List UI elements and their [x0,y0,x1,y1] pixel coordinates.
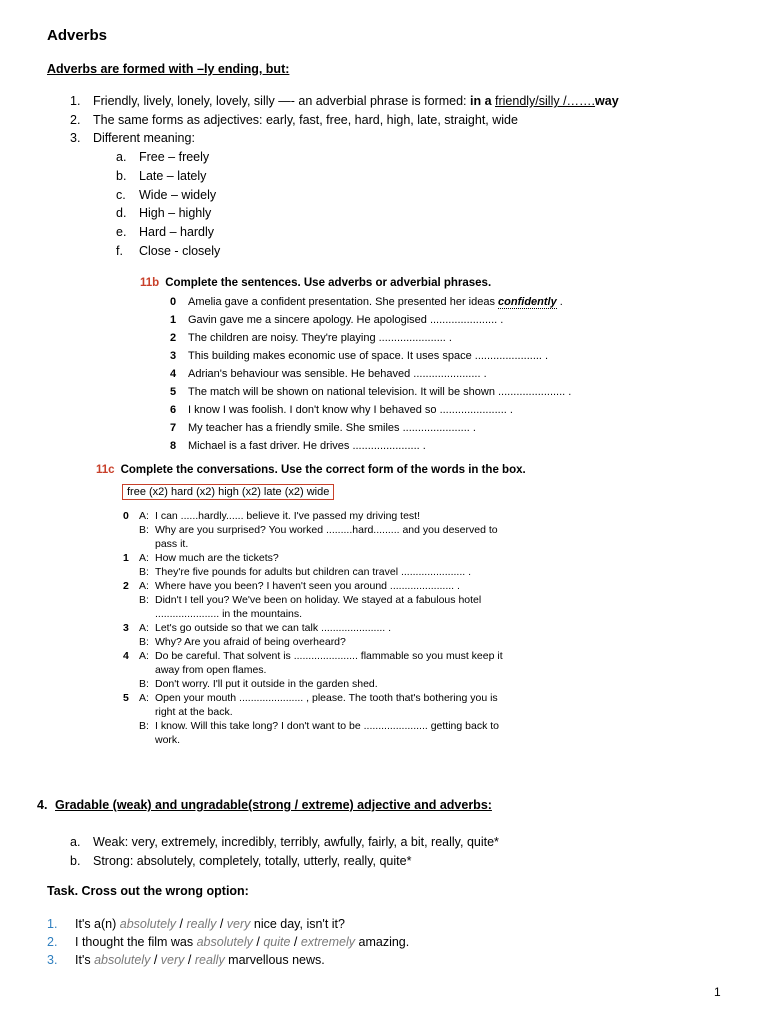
task-option[interactable]: quite [263,935,291,949]
exercise-code: 11b [140,277,160,289]
item-number: 1 [170,314,177,326]
section-title: Gradable (weak) and ungradable(strong / extreme) adjective and adverbs: [55,798,492,812]
option-separator: / [290,935,301,949]
conversation-line [123,537,503,551]
conversation-line [123,565,503,579]
exercise-item [170,386,571,398]
pair-item [116,225,214,239]
grade-text: Strong: absolutely, completely, totally, utterly, really, quite* [93,854,412,868]
conv-text: work. [155,734,181,746]
pair-item [116,150,209,164]
task-option[interactable]: absolutely [94,953,151,967]
exercise-item [170,404,513,416]
task-number: 1. [47,917,58,931]
conv-text: Where have you been? I haven't seen you around ...................... . [155,580,460,592]
conv-text: I know. Will this take long? I don't want to be ...................... getting back to [155,720,500,732]
pair-text: High – highly [139,206,212,220]
item-text: Michael is a fast driver. He drives ...................... . [188,440,426,452]
grade-text: Weak: very, extremely, incredibly, terribly, awfully, fairly, a bit, really, quite* [93,835,499,849]
task-option[interactable]: extremely [300,935,356,949]
conversation-line [123,663,503,677]
conv-speaker: B: [139,678,149,690]
conversation-line [123,509,503,523]
conv-text: How much are the tickets? [155,552,279,564]
item-text: I know I was foolish. I don't know why I behaved so ...................... . [188,404,513,416]
section-number: 4. [37,798,48,812]
option-separator: / [176,917,187,931]
word-box: free (x2) hard (x2) high (x2) late (x2) wide [122,484,334,500]
exercise-instruction: Complete the conversations. Use the correct form of the words in the box. [120,464,526,476]
conversation-line [123,719,503,733]
conversation-line [123,579,503,593]
page-number: 1 [714,985,721,999]
exercise-11c [85,460,565,766]
conversation-line [123,635,503,649]
rule-number: 2. [70,113,81,127]
section-subtitle: Adverbs are formed with –ly ending, but: [47,62,290,76]
rule-text: Friendly, lively, lonely, lovely, silly —- an adverbial phrase is formed: [93,94,470,108]
task-option[interactable]: absolutely [196,935,253,949]
conversation-line [123,621,503,635]
conv-speaker: A: [139,650,149,662]
conv-text: pass it. [155,538,189,550]
conversation-line [123,551,503,565]
conversation-line [123,705,503,719]
exercise-11c-heading [96,464,526,476]
pair-text: Close - closely [139,244,221,258]
conversation-line [123,649,503,663]
option-separator: / [184,953,195,967]
exercise-item [170,296,563,308]
task-item [47,917,345,931]
exercise-item [170,350,548,362]
exercise-instruction: Complete the sentences. Use adverbs or adverbial phrases. [165,277,492,289]
conv-text: right at the back. [155,706,233,718]
pair-item [116,244,220,258]
conversation-line [123,523,503,537]
item-number: 5 [170,386,177,398]
conv-text: away from open flames. [155,664,267,676]
option-separator: / [252,935,264,949]
conv-speaker: B: [139,594,149,606]
pair-item [116,206,211,220]
item-text: This building makes economic use of space. It uses space ...................... . [188,350,549,362]
section-4-heading [37,798,492,812]
task-number: 2. [47,935,58,949]
page-title: Adverbs [47,27,108,44]
conv-text: I can ......hardly...... believe it. I've passed my driving test! [155,510,421,522]
conv-text: Do be careful. That solvent is ...................... flammable so you must keep it [155,650,503,662]
conv-text: Don't worry. I'll put it outside in the garden shed. [155,678,378,690]
exercise-item [170,368,487,380]
rule-number: 3. [70,131,81,145]
pair-item [116,188,216,202]
exercise-11b-heading [140,277,491,289]
conversation-line [123,593,503,607]
pair-text: Free – freely [139,150,210,164]
task-heading: Task. Cross out the wrong option: [47,884,249,898]
task-option[interactable]: very [226,917,251,931]
pair-letter: c. [116,188,126,202]
task-item [47,935,409,949]
grade-item [70,854,411,868]
task-option[interactable]: really [186,917,217,931]
exercise-11b [128,272,618,460]
exercise-item [170,422,476,434]
conv-number: 5 [123,692,129,704]
rule-1 [70,94,619,108]
conv-text: Why are you surprised? You worked .........hard......... and you deserved to [155,524,498,536]
item-number: 4 [170,368,177,380]
option-separator: / [216,917,227,931]
conversation-lines [123,509,503,747]
item-number: 0 [170,296,177,308]
pair-letter: b. [116,169,127,183]
conversation-line [123,677,503,691]
pair-letter: d. [116,206,127,220]
conv-speaker: A: [139,692,149,704]
conv-speaker: A: [139,622,149,634]
conv-text: Let's go outside so that we can talk ...................... . [155,622,392,634]
grade-letter: a. [70,835,81,849]
grade-letter: b. [70,854,81,868]
task-text: It's [75,953,95,967]
task-text: nice day, isn't it? [250,917,345,931]
conv-speaker: A: [139,510,149,522]
conv-text: ...................... in the mountains. [155,608,303,620]
task-option[interactable]: really [194,953,225,967]
conv-text: Didn't I tell you? We've been on holiday. We stayed at a fabulous hotel [155,594,482,606]
task-text: I thought the film was [75,935,197,949]
item-answer: confidently [498,296,557,308]
conv-number: 1 [123,552,129,564]
rule-3 [70,131,195,145]
pair-letter: a. [116,150,127,164]
conv-text: They're five pounds for adults but children can travel ...................... . [155,566,471,578]
pair-letter: e. [116,225,127,239]
item-number: 3 [170,350,177,362]
task-item [47,953,325,967]
task-option[interactable]: very [160,953,185,967]
task-text: It's a(n) [75,917,120,931]
task-number: 3. [47,953,58,967]
grade-item [70,835,499,849]
option-separator: / [150,953,161,967]
item-number: 7 [170,422,177,434]
exercise-item [170,332,452,344]
pair-text: Wide – widely [139,188,217,202]
conv-text: Why? Are you afraid of being overheard? [155,636,346,648]
rule-underlined: friendly/silly /……. [495,94,596,108]
conv-number: 0 [123,510,129,522]
conv-speaker: B: [139,720,149,732]
pair-letter: f. [116,244,123,258]
conversation-line [123,691,503,705]
task-text: amazing. [355,935,410,949]
exercise-code: 11c [96,464,115,476]
item-text: Amelia gave a confident presentation. She presented her ideas [188,296,499,308]
item-text: My teacher has a friendly smile. She smiles ...................... . [188,422,476,434]
exercise-item [170,314,503,326]
conv-speaker: B: [139,524,149,536]
conversation-line [123,607,503,621]
task-option[interactable]: absolutely [119,917,177,931]
rule-2 [70,113,518,127]
conv-speaker: B: [139,566,149,578]
conv-number: 3 [123,622,129,634]
item-text: The match will be shown on national television. It will be shown ...................... . [188,386,572,398]
item-end: . [556,296,563,308]
conv-number: 4 [123,650,129,662]
pair-text: Hard – hardly [139,225,215,239]
conv-speaker: A: [139,580,149,592]
rule-text: Different meaning: [93,131,195,145]
rule-tail: way [595,94,619,108]
conv-speaker: A: [139,552,149,564]
conv-text: Open your mouth ...................... , please. The tooth that's bothering you is [155,692,498,704]
item-text: Adrian's behaviour was sensible. He behaved ...................... . [188,368,487,380]
conv-number: 2 [123,580,129,592]
exercise-item [170,440,426,452]
conv-speaker: B: [139,636,149,648]
item-number: 8 [170,440,177,452]
rule-text: The same forms as adjectives: early, fast, free, hard, high, late, straight, wide [93,113,518,127]
item-number: 2 [170,332,177,344]
rule-number: 1. [70,94,81,108]
pair-item [116,169,206,183]
item-text: Gavin gave me a sincere apology. He apologised ...................... . [188,314,504,326]
rule-bold: in a [470,94,496,108]
conversation-line [123,733,503,747]
item-number: 6 [170,404,177,416]
pair-text: Late – lately [139,169,207,183]
task-text: marvellous news. [224,953,325,967]
item-text: The children are noisy. They're playing ...................... . [188,332,452,344]
